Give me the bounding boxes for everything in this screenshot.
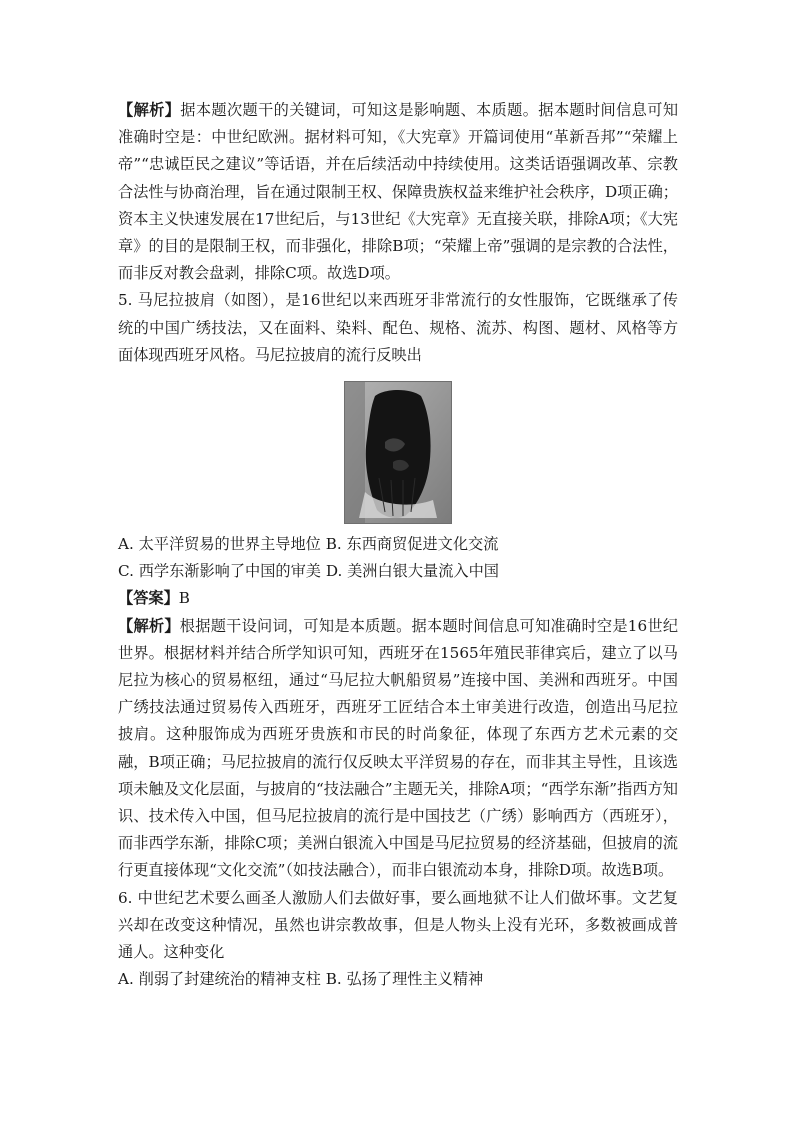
analysis-text: 根据题干设问词，可知是本质题。据本题时间信息可知准确时空是16世纪世界。根据材料并结合所学知识可知，西班牙在1565年殖民菲律宾后，建立了以马尼拉为核心的贸易枢纽，通过“马尼拉大帆船贸易”连接中国、美洲和西班牙。中国广绣技法通过贸易传入西班牙，西班牙工匠结合本土审美进行改造，创造出马尼拉披肩。这种服饰成为西班牙贵族和市民的时尚象征，体现了东西方艺术元素的交融，B项正确；马尼拉披肩的流行仅反映太平洋贸易的存在，而非其主导性，且该选项未触及文化层面，与披肩的“技法融合”主题无关，排除A项；“西学东渐”指西方知识、技术传入中国，但马尼拉披肩的流行是中国技艺（广绣）影响西方（西班牙），而非西学东渐，排除C项；美洲白银流入中国是马尼拉贸易的经济基础，但披肩的流行更直接体现“文化交流”（如技法融合），而非白银流动本身，排除D项。故选B项。: [118, 616, 679, 880]
q6-stem: 6. 中世纪艺术要么画圣人激励人们去做好事，要么画地狱不让人们做坏事。文艺复兴却在改变这种情况，虽然也讲宗教故事，但是人物头上没有光环，多数被画成普通人。这种变化: [118, 888, 678, 962]
q5-options-line-2: [118, 558, 678, 585]
q6-options-line-1: [118, 966, 678, 993]
q5-option-d: D. 美洲白银大量流入中国: [325, 562, 499, 581]
q5-analysis: [118, 613, 678, 885]
analysis-text: 据本题次题干的关键词，可知这是影响题、本质题。据本题时间信息可知准确时空是：中世纪欧洲。据材料可知，《大宪章》开篇词使用“革新吾邦”“荣耀上帝”“忠诚臣民之建议”等话语，并在后续活动中持续使用。这类话语强调改革、宗教合法性与协商治理，旨在通过限制王权、保障贵族权益来维护社会秩序，D项正确；资本主义快速发展在17世纪后，与13世纪《大宪章》无直接关联，排除A项；《大宪章》的目的是限制王权，而非强化，排除B项；“荣耀上帝”强调的是宗教的合法性，而非反对教会盘剥，排除C项。故选D项。: [118, 101, 679, 283]
document-content: [118, 97, 678, 993]
analysis-tag: 【解析】: [118, 101, 181, 119]
q6-option-b: B. 弘扬了理性主义精神: [325, 970, 484, 989]
q5-figure: [118, 381, 678, 524]
q5-options-line-1: [118, 531, 678, 558]
q5-option-b: B. 东西商贸促进文化交流: [325, 535, 499, 554]
manila-shawl-photo: [344, 381, 452, 524]
q5-option-c: C. 西学东渐影响了中国的审美: [118, 562, 321, 581]
q5-answer: [118, 585, 678, 612]
q5-option-a: A. 太平洋贸易的世界主导地位: [118, 535, 321, 554]
q4-analysis: [118, 97, 678, 287]
q6-option-a: A. 削弱了封建统治的精神支柱: [118, 970, 321, 989]
q5-stem: 5. 马尼拉披肩（如图），是16世纪以来西班牙非常流行的女性服饰，它既继承了传统的中国广绣技法，又在面料、染料、配色、规格、流苏、构图、题材、风格等方面体现西班牙风格。马尼拉披肩的流行反映出: [118, 291, 678, 364]
answer-value: B: [178, 589, 190, 608]
answer-tag: 【答案】: [118, 589, 179, 608]
analysis-tag: 【解析】: [118, 616, 180, 635]
